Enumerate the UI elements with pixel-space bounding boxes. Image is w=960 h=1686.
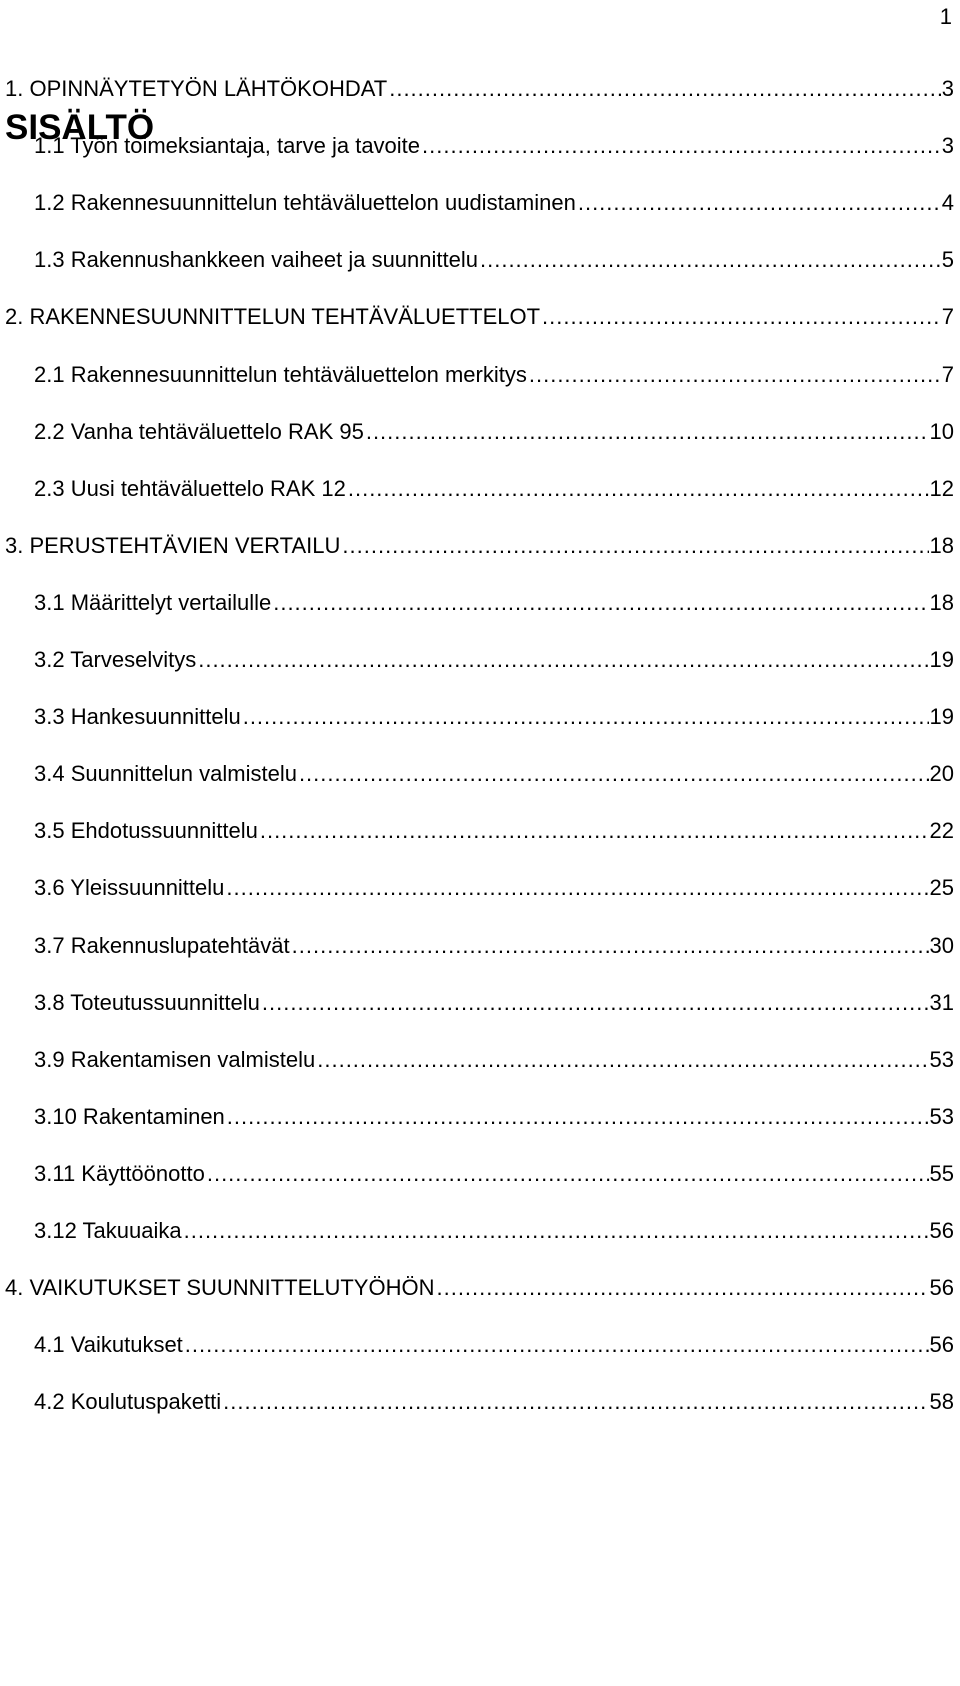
toc-entry-1-3[interactable] <box>34 245 954 275</box>
toc-entry-1[interactable] <box>5 74 954 104</box>
toc-entry-page: 7 <box>941 362 954 387</box>
toc-entry-label: 3.1 Määrittelyt vertailulle <box>34 590 272 615</box>
toc-entry-page: 20 <box>929 761 954 786</box>
toc-entry-label: 3.12 Takuuaika <box>34 1218 182 1243</box>
toc-entry-page: 31 <box>929 990 954 1015</box>
toc-entry-page: 58 <box>929 1389 954 1414</box>
toc-entry-label: 3.8 Toteutussuunnittelu <box>34 990 260 1015</box>
toc-entry-3-10[interactable] <box>34 1102 954 1132</box>
toc-entry-label: 1.2 Rakennesuunnittelun tehtäväluettelon uudistaminen <box>34 190 576 215</box>
toc-leader-dots <box>226 873 928 903</box>
toc-entry-label: 3.4 Suunnittelun valmistelu <box>34 761 297 786</box>
toc-entry-label: 4. VAIKUTUKSET SUUNNITTELUTYÖHÖN <box>5 1275 435 1300</box>
toc-entry-label: 2.2 Vanha tehtäväluettelo RAK 95 <box>34 419 364 444</box>
toc-entry-page: 3 <box>941 133 954 158</box>
toc-entry-label: 3.3 Hankesuunnittelu <box>34 704 241 729</box>
toc-leader-dots <box>292 931 929 961</box>
toc-entry-page: 7 <box>941 304 954 329</box>
toc-entry-3-7[interactable] <box>34 931 954 961</box>
toc-entry-page: 55 <box>929 1161 954 1186</box>
toc-leader-dots <box>273 588 928 618</box>
toc-entry-3-2[interactable] <box>34 645 954 675</box>
toc-entry-page: 10 <box>929 419 954 444</box>
toc-leader-dots <box>207 1159 929 1189</box>
toc-entry-page: 18 <box>929 533 954 558</box>
toc-entry-3-8[interactable] <box>34 988 954 1018</box>
toc-entry-label: 1.3 Rakennushankkeen vaiheet ja suunnittelu <box>34 247 478 272</box>
toc-entry-label: 2. RAKENNESUUNNITTELUN TEHTÄVÄLUETTELOT <box>5 304 541 329</box>
toc-entry-label: 3.7 Rakennuslupatehtävät <box>34 933 290 958</box>
toc-leader-dots <box>542 302 941 332</box>
toc-entry-3-12[interactable] <box>34 1216 954 1246</box>
toc-entry-2-3[interactable] <box>34 474 954 504</box>
toc-leader-dots <box>366 417 929 447</box>
toc-leader-dots <box>223 1387 928 1417</box>
toc-leader-dots <box>348 474 929 504</box>
toc-entry-2[interactable] <box>5 302 954 332</box>
toc-entry-label: 3.6 Yleissuunnittelu <box>34 875 225 900</box>
toc-entry-label: 4.1 Vaikutukset <box>34 1332 183 1357</box>
toc-entry-3-3[interactable] <box>34 702 954 732</box>
toc-leader-dots <box>262 988 929 1018</box>
toc-entry-3-4[interactable] <box>34 759 954 789</box>
toc-entry-page: 22 <box>929 818 954 843</box>
toc-entry-page: 19 <box>929 704 954 729</box>
toc-entry-label: 2.1 Rakennesuunnittelun tehtäväluettelon merkitys <box>34 362 527 387</box>
toc-entry-1-2[interactable] <box>34 188 954 218</box>
toc-leader-dots <box>260 816 929 846</box>
toc-entry-3-6[interactable] <box>34 873 954 903</box>
toc-leader-dots <box>227 1102 929 1132</box>
toc-entry-3-9[interactable] <box>34 1045 954 1075</box>
toc-entry-page: 3 <box>941 76 954 101</box>
toc-entry-label: 3.10 Rakentaminen <box>34 1104 225 1129</box>
toc-entry-label: 4.2 Koulutuspaketti <box>34 1389 222 1414</box>
page-title: SISÄLTÖ <box>5 108 155 147</box>
toc-entry-page: 25 <box>929 875 954 900</box>
toc-entry-2-1[interactable] <box>34 360 954 390</box>
toc-leader-dots <box>436 1273 928 1303</box>
toc-entry-page: 19 <box>929 647 954 672</box>
toc-entry-2-2[interactable] <box>34 417 954 447</box>
toc-leader-dots <box>243 702 929 732</box>
page-number: 1 <box>939 4 952 29</box>
toc-entry-page: 56 <box>929 1275 954 1300</box>
toc-entry-label: 3.2 Tarveselvitys <box>34 647 197 672</box>
toc-entry-label: 3.9 Rakentamisen valmistelu <box>34 1047 316 1072</box>
toc-entry-page: 56 <box>929 1332 954 1357</box>
toc-entry-label: 3. PERUSTEHTÄVIEN VERTAILU <box>5 533 341 558</box>
toc-entry-page: 12 <box>929 476 954 501</box>
toc-entry-4-1[interactable] <box>34 1330 954 1360</box>
toc-leader-dots <box>184 1216 929 1246</box>
toc-leader-dots <box>342 531 928 561</box>
toc-leader-dots <box>422 131 941 161</box>
toc-entry-page: 53 <box>929 1047 954 1072</box>
toc-leader-dots <box>389 74 941 104</box>
toc-leader-dots <box>185 1330 929 1360</box>
toc-entry-label: 1.1 Työn toimeksiantaja, tarve ja tavoite <box>34 133 421 158</box>
toc-entry-label: 3.11 Käyttöönotto <box>34 1161 205 1186</box>
toc-leader-dots <box>317 1045 928 1075</box>
toc-leader-dots <box>529 360 941 390</box>
toc-entry-page: 5 <box>941 247 954 272</box>
toc-entry-3-11[interactable] <box>34 1159 954 1189</box>
toc-entry-page: 53 <box>929 1104 954 1129</box>
toc-entry-4[interactable] <box>5 1273 954 1303</box>
toc-entry-label: 1. OPINNÄYTETYÖN LÄHTÖKOHDAT <box>5 76 388 101</box>
toc-entry-page: 30 <box>929 933 954 958</box>
toc-leader-dots <box>480 245 941 275</box>
toc-entry-3[interactable] <box>5 531 954 561</box>
toc-entry-label: 3.5 Ehdotussuunnittelu <box>34 818 258 843</box>
toc-entry-page: 18 <box>929 590 954 615</box>
toc-leader-dots <box>299 759 929 789</box>
toc-entry-3-5[interactable] <box>34 816 954 846</box>
toc-entry-page: 4 <box>941 190 954 215</box>
toc-entry-label: 2.3 Uusi tehtäväluettelo RAK 12 <box>34 476 346 501</box>
toc-entry-page: 56 <box>929 1218 954 1243</box>
toc-entry-1-1[interactable] <box>34 131 954 161</box>
toc-leader-dots <box>198 645 928 675</box>
toc-entry-4-2[interactable] <box>34 1387 954 1417</box>
toc-leader-dots <box>578 188 941 218</box>
toc-entry-3-1[interactable] <box>34 588 954 618</box>
